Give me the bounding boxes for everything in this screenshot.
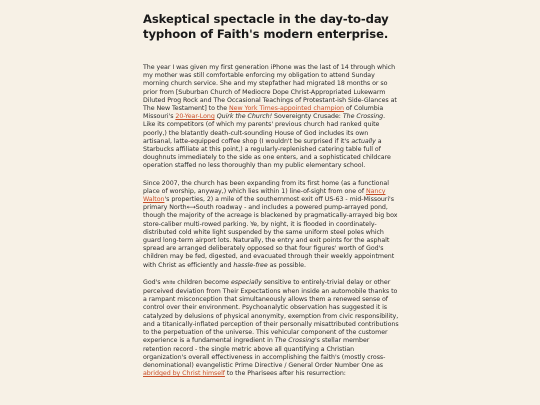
emphasis: actually: [351, 137, 376, 145]
text-run: as possible.: [267, 261, 306, 269]
text-run: Sovereignty Crusade:: [272, 113, 343, 121]
emphasis: Quirk the Church!: [216, 113, 273, 121]
paragraph: [143, 64, 399, 171]
text-run: a Starbucks affiliate at this point,) a regularly-replenished catering table full of doughnuts immediately to the side as one enters, and a sophisticated childcare operation staffed no less thoroughly than my public elementary school.: [143, 137, 391, 170]
link-nancy-walton[interactable]: Nancy Walton: [143, 187, 386, 204]
article-title: Askeptical spectacle in the day-to-day typhoon of Faith's modern enterprise.: [143, 12, 389, 41]
small-text: white: [162, 280, 176, 286]
emphasis: The Crossing: [342, 113, 384, 121]
emphasis: The Crossing: [274, 337, 315, 345]
text-run: . Like its competitors (of which my parents' previous church had ranked quite poorly,) the blatantly death-cult-sounding House of God includes its own artisanal, latte-equipped coffee shop (I wouldn't be surprised if it's: [143, 113, 386, 145]
text-run: God's: [143, 278, 163, 286]
text-run: to the Pharisees after his resurrection:: [224, 370, 346, 378]
link-nyt-champion[interactable]: New York Times-appointed champion: [229, 105, 344, 113]
link-20-year-long[interactable]: 20-Year-Long: [175, 113, 215, 121]
emphasis: especially: [230, 278, 262, 286]
article-body: [143, 64, 399, 378]
paragraph: [143, 180, 399, 270]
text-run: of Columbia Missouri's: [143, 105, 384, 121]
text-run: sensitive to entirely-trivial delay or other perceived deviation from Their Expectations when inside an automobile thanks to a rampant misconception that simultaneously allows them a renewed sense of control over their environment. Psychoanalytic observation has suggested it is catalyzed by delusions of physical anonymity, exemption from civic responsibility, and a titanically-inflated perception of their personally misattributed contributions to the perpetuation of the universe. This vehicular component of the customer experience is a fundamental ingredient in: [143, 278, 399, 345]
text-run: 's stellar member retention record - the single metric above all quantifying a Christian organization's overall effectiveness in accomplishing the faith's (mostly cross-denominational) evangelistic Prime Directive / General Order Number One as: [143, 337, 386, 369]
link-abridged-by-christ[interactable]: abridged by Christ himself: [143, 370, 225, 378]
text-run: children become: [175, 278, 231, 286]
text-run: 's properties, 2) a mile of the southernmost exit off US-63 - mid-Missouri's primary North⟷South roadway - and includes a powered pump-arrayed pond, though the majority of the acreage is blackened by pragmatically-arrayed big box store-caliber multi-rowed parking. Ye, by night, it is flooded in coordinately-distributed cold white light suspended by the same uniform steel poles which guard long-term airport lots. Naturally, the entry and exit points for the asphalt spread are arranged deliberately opposed so that four figures' worth of God's children may be fed, digested, and evacuated through their weekly appointment with Christ as efficiently and: [143, 196, 398, 269]
text-run: The year I was given my first generation iPhone was the last of 14 through which my mother was still comfortable enforcing my obligation to attend Sunday morning church service. She and my stepfather had migrated 18 months or so prior from [Suburban Church of Mediocre Dope Christ-Appropriated Lukewarm Diluted Prog Rock and The Occasional Teachings of Protestant-ish Side-Glances at The New Testament] to the: [143, 64, 397, 113]
paragraph: [143, 279, 399, 378]
article: [143, 12, 399, 387]
emphasis: hassle-free: [233, 261, 268, 269]
text-run: Since 2007, the church has been expanding from its first home (as a functional place of worship, anyway,) which lies within 1) line-of-sight from one of: [143, 179, 389, 195]
